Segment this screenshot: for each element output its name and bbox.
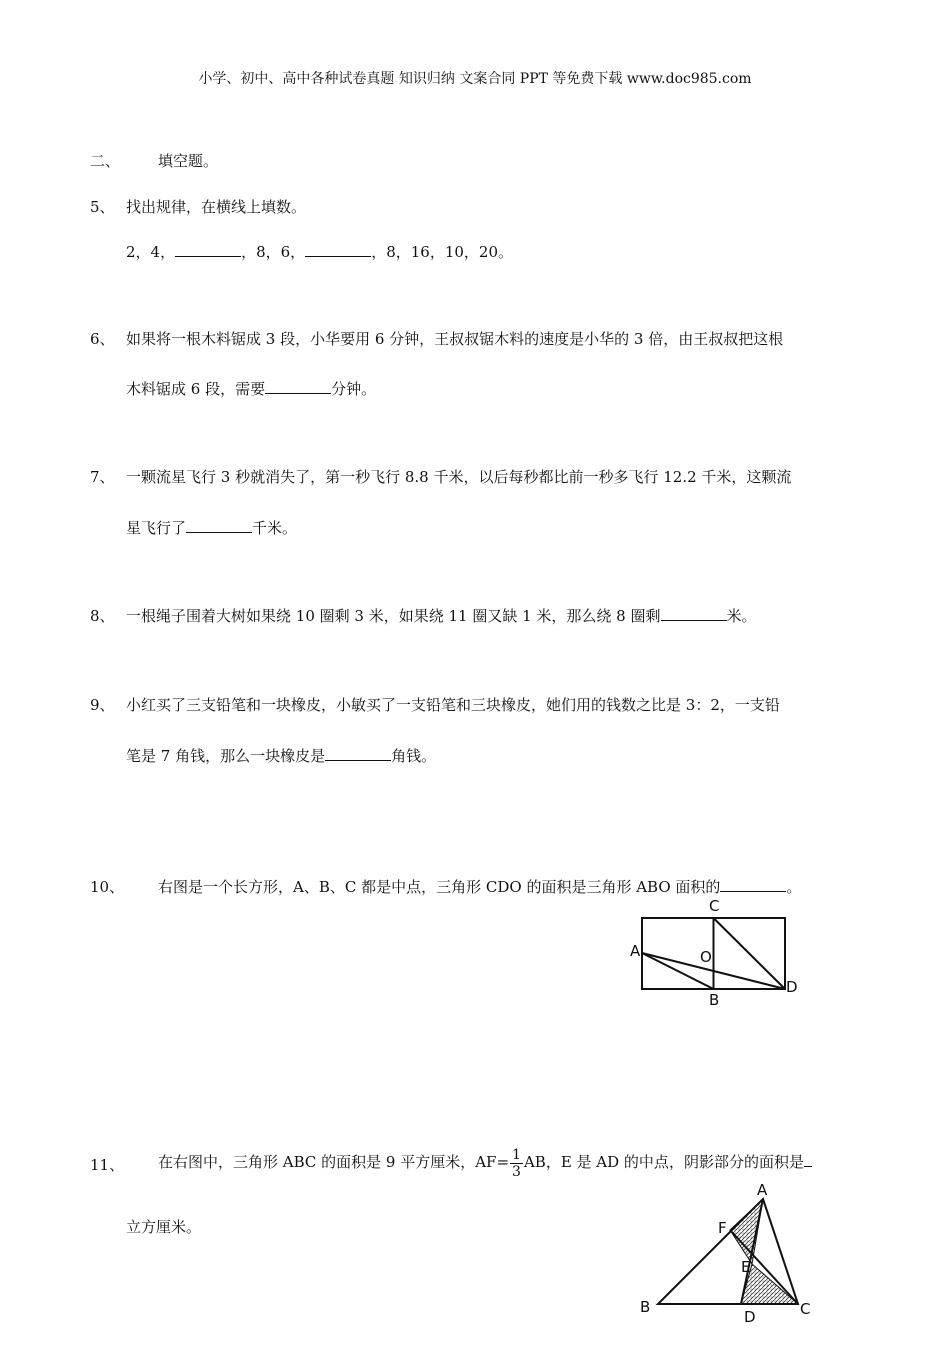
q5-text: 找出规律，在横线上填数。 [126,198,307,216]
q7-line2a: 星飞行了 [126,519,187,537]
q11-triangle-figure [630,1180,820,1330]
q5-sequence [126,241,513,262]
q11-label-B: B [640,1298,651,1316]
q8-textb: 米。 [726,607,757,625]
q11-textb: AB，E 是 AD 的中点，阴影部分的面积是 [523,1153,804,1171]
q10-texta: 右图是一个长方形，A、B、C 都是中点，三角形 CDO 的面积是三角形 ABO 面积的 [158,878,721,896]
q11-label-A: A [757,1181,768,1199]
q5-blank-2[interactable] [305,242,371,257]
q6-line1: 如果将一根木料锯成 3 段，小华要用 6 分钟，王叔叔锯木料的速度是小华的 3 倍，由王叔叔把这根 [126,330,784,348]
q9-blank[interactable] [325,746,391,761]
q10-line-CD [714,918,786,989]
q9-line2b: 角钱。 [391,747,437,765]
q10-label-O: O [700,948,712,966]
q7-blank[interactable] [186,518,252,533]
q11-number: 11、 [90,1156,125,1174]
q11-text [158,1140,812,1184]
q10-rectangle-figure [620,892,810,1012]
q8-number: 8、 [90,607,115,625]
q11-texta: 在右图中，三角形 ABC 的面积是 9 平方厘米，AF= [158,1153,510,1171]
q9-line2 [126,745,436,766]
q10-number: 10、 [90,878,125,896]
q11-shaded-AFE [730,1199,763,1264]
q11-frac-num: 1 [512,1146,521,1163]
q6-number: 6、 [90,330,115,348]
page-header: 小学、初中、高中各种试卷真题 知识归纳 文案合同 PPT 等免费下载 www.doc985.com [198,71,752,87]
q7-line2b: 千米。 [252,519,298,537]
q10-label-A: A [630,942,641,960]
q11-line2: 立方厘米。 [126,1218,202,1236]
q11-fraction [510,1147,523,1180]
q9-line1: 小红买了三支铅笔和一块橡皮，小敏买了一支铅笔和三块橡皮，她们用的钱数之比是 3：2，一支铅 [126,696,780,714]
q5-seq-a: 2，4， [126,243,176,261]
q11-label-E: E [741,1258,751,1276]
q7-line1: 一颗流星飞行 3 秒就消失了，第一秒飞行 8.8 千米，以后每秒都比前一秒多飞行 12.2 千米，这颗流 [126,468,792,486]
q10-label-D: D [786,978,798,996]
q5-seq-c: ，8，16，10，20。 [371,243,513,261]
q7-line2 [126,517,297,538]
q8-text [126,605,757,626]
q11-label-C: C [800,1300,811,1318]
q8-texta: 一根绳子围着大树如果绕 10 圈剩 3 米，如果绕 11 圈又缺 1 米，那么绕 8 圈剩 [126,607,661,625]
q9-line2a: 笔是 7 角钱，那么一块橡皮是 [126,747,326,765]
q11-label-F: F [718,1219,727,1237]
q10-label-C: C [709,897,720,915]
q11-frac-den: 3 [512,1163,521,1180]
q8-blank[interactable] [661,606,727,621]
q10-blank[interactable] [720,877,786,892]
q5-seq-b: ，8，6， [241,243,306,261]
q6-line2 [126,378,376,399]
q10-label-B: B [709,991,720,1009]
q9-number: 9、 [90,696,115,714]
q11-label-D: D [744,1308,756,1326]
q10-textb: 。 [786,878,802,896]
q7-number: 7、 [90,468,115,486]
q5-blank-1[interactable] [175,242,241,257]
q6-line2b: 分钟。 [331,380,377,398]
section-title: 填空题。 [158,152,219,170]
q6-line2a: 木料锯成 6 段，需要 [126,380,266,398]
q5-number: 5、 [90,198,115,216]
section-number: 二、 [90,152,121,170]
q6-blank[interactable] [265,379,331,394]
q11-blank[interactable] [804,1152,812,1167]
